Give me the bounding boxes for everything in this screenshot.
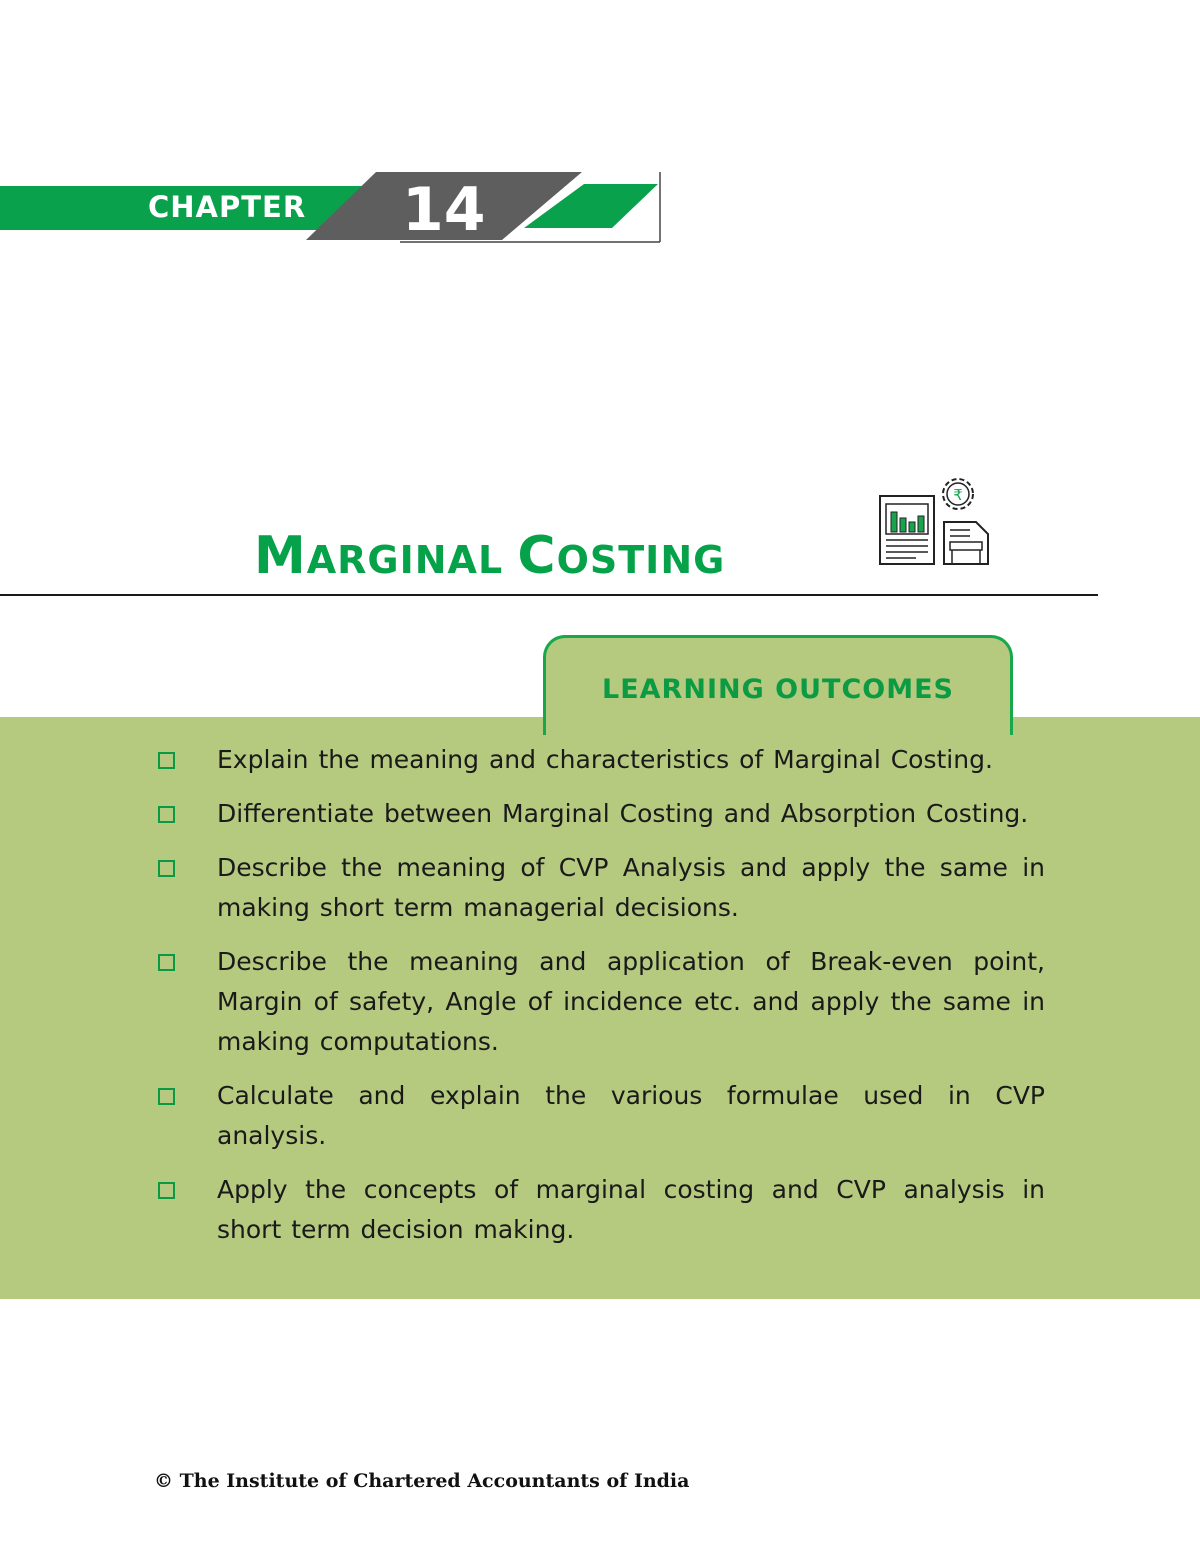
learning-outcomes-heading: LEARNING OUTCOMES — [602, 674, 954, 705]
title-first-cap: M — [254, 526, 307, 586]
list-item — [0, 1170, 1045, 1250]
list-item-text: Calculate and explain the various formulae used in CVP analysis. — [217, 1081, 1045, 1150]
title-first-rest: ARGINAL — [306, 538, 504, 582]
list-item-text: Apply the concepts of marginal costing and CVP analysis in short term decision making. — [217, 1175, 1045, 1244]
checkbox-bullet-icon — [158, 752, 175, 769]
list-item — [0, 740, 1045, 780]
title-second-cap: C — [517, 526, 557, 586]
learning-outcomes-tab — [543, 635, 1013, 735]
list-item-text: Describe the meaning and application of Break-even point, Margin of safety, Angle of incidence etc. and apply the same in making computations. — [217, 947, 1045, 1056]
chapter-number: 14 — [402, 175, 486, 245]
title-divider — [0, 594, 1098, 596]
learning-outcomes-list — [0, 740, 1200, 1264]
chapter-banner-graphic — [0, 172, 662, 244]
chapter-label: CHAPTER — [148, 190, 307, 224]
list-item — [0, 942, 1045, 1062]
list-item-text: Describe the meaning of CVP Analysis and apply the same in making short term managerial decisions. — [217, 853, 1045, 922]
report-chart-gear-icon — [876, 474, 992, 570]
list-item — [0, 794, 1045, 834]
chapter-banner — [0, 172, 662, 244]
title-second-rest: OSTING — [556, 538, 726, 582]
checkbox-bullet-icon — [158, 954, 175, 971]
checkbox-bullet-icon — [158, 860, 175, 877]
checkbox-bullet-icon — [158, 806, 175, 823]
list-item — [0, 1076, 1045, 1156]
copyright-footer: © The Institute of Chartered Accountants of India — [154, 1470, 690, 1492]
checkbox-bullet-icon — [158, 1088, 175, 1105]
checkbox-bullet-icon — [158, 1182, 175, 1199]
rupee-symbol: ₹ — [953, 486, 963, 504]
list-item-text: Explain the meaning and characteristics of Marginal Costing. — [217, 745, 993, 774]
list-item-text: Differentiate between Marginal Costing and Absorption Costing. — [217, 799, 1029, 828]
list-item — [0, 848, 1045, 928]
chapter-title — [254, 526, 725, 586]
